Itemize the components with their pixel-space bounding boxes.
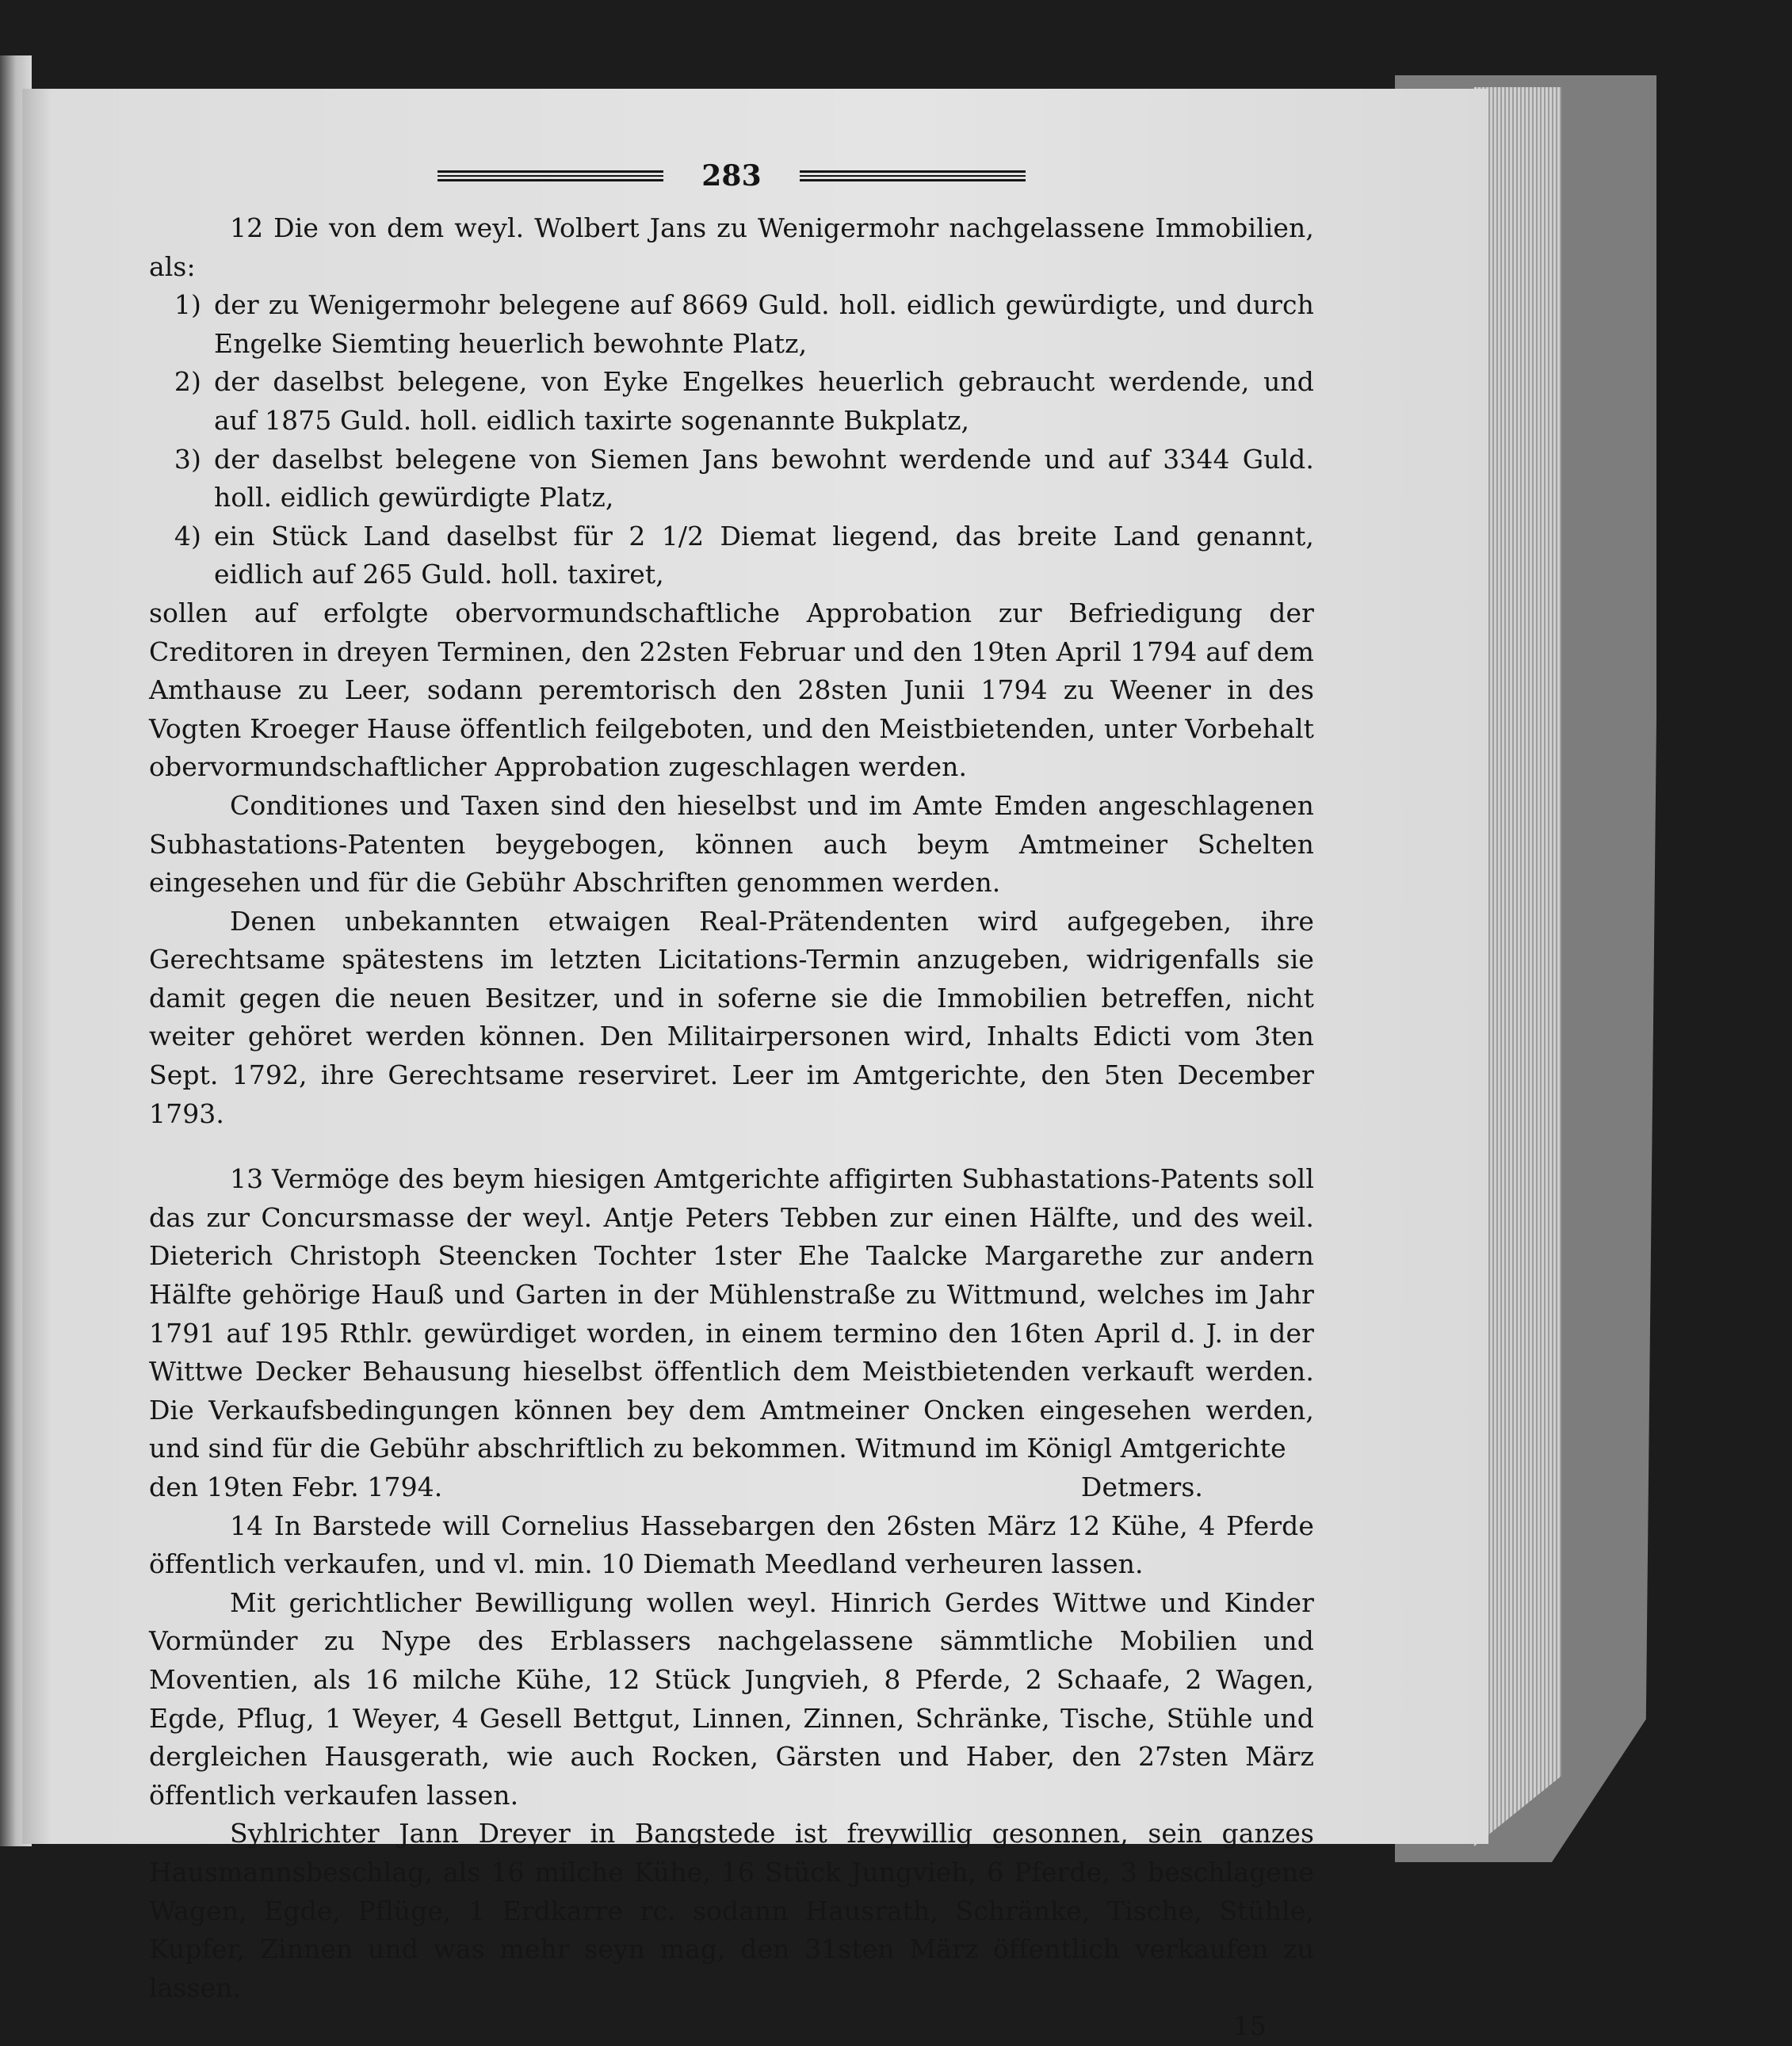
list-item-text: der daselbst belegene, von Eyke Engelkes heuerlich gebraucht werdende, und auf 1875 Guld. holl. eidlich taxirte sogenannte Bukplatz, <box>214 366 1314 436</box>
page-number: 283 <box>701 158 762 193</box>
list-item-number: 2) <box>174 366 201 398</box>
notice-14-auction: Mit gerichtlicher Bewilligung wollen weyl. Hinrich Gerdes Wittwe und Kinder Vormünder zu Nype des Erblassers nachgelassene sämmtliche Mobilien und Moventien, als 16 milche Kühe, 12 Stück Jungvieh, 8 Pferde, 2 Schaafe, 2 Wagen, Egde, Pflug, 1 Weyer, 4 Gesell Bettgut, Linnen, Zinnen, Schränke, Tische, Stühle und dergleichen Hausgerath, wie auch Rocken, Gärsten und Haber, den 27sten März öffentlich verkaufen lassen. <box>149 1586 1314 1811</box>
notice-12-conditions: Conditiones und Taxen sind den hieselbst und im Amte Emden angeschlagenen Subhastations-Patenten beygebogen, können auch beym Amtmeiner Schelten eingesehen und für die Gebühr Abschriften genommen werden. <box>149 789 1314 899</box>
notice-13-date: den 19ten Febr. 1794. <box>149 1472 443 1502</box>
list-item-text: der zu Wenigermohr belegene auf 8669 Guld. holl. eidlich gewürdigte, und durch Engelke Siemting heuerlich bewohnte Platz, <box>214 289 1314 359</box>
book-page <box>22 89 1488 2042</box>
notice-13-text: 13 Vermöge des beym hiesigen Amtgerichte affigirten Subhastations-Patents soll das zur Concursmasse der weyl. Antje Peters Tebben zur einen Hälfte, und des weil. Dieterich Christoph Steencken Tochter 1ster Ehe Taalcke Margarethe zur andern Hälfte gehörige Hauß und Garten in der Mühlenstraße zu Wittmund, welches im Jahr 1791 auf 195 Rthlr. gewürdiget worden, in einem termino den 16ten April d. J. in der Wittwe Decker Behausung hieselbst öffentlich dem Meistbietenden verkauft werden. Die Verkaufsbedingungen können bey dem Amtmeiner Oncken eingesehen werden, und sind für die Gebühr abschriftlich zu bekommen. Witmund im Königl Amtgerichte <box>149 1163 1314 1464</box>
notice-12-intro: 12 Die von dem weyl. Wolbert Jans zu Wenigermohr nachgelassene Immobilien, als: <box>149 212 1314 282</box>
list-item-text: ein Stück Land daselbst für 2 1/2 Diemat liegend, das breite Land genannt, eidlich auf 265 Guld. holl. taxiret, <box>214 520 1314 590</box>
notice-12-body: sollen auf erfolgte obervormundschaftliche Approbation zur Befriedigung der Creditoren in dreyen Terminen, den 22sten Februar und den 19ten April 1794 auf dem Amthause zu Leer, sodann peremtorisch den 28sten Junii 1794 zu Weener in des Vogten Kroeger Hause öffentlich feilgeboten, und den Meistbietenden, unter Vorbehalt obervormundschaftlicher Approbation zugeschlagen werden. <box>149 597 1314 783</box>
header-rule-left <box>437 170 663 181</box>
notice-14-text: 14 In Barstede will Cornelius Hassebargen den 26sten März 12 Kühe, 4 Pferde öffentlich verkaufen, und vl. min. 10 Diemath Meedland verheuren lassen. <box>149 1510 1314 1580</box>
notice-13-signature-line <box>149 1468 1314 1507</box>
list-item-number: 4) <box>174 520 201 552</box>
list-item-number: 3) <box>174 443 201 475</box>
list-item <box>149 441 1314 517</box>
list-item-number: 1) <box>174 289 201 321</box>
header-rule-right <box>800 170 1026 181</box>
list-item-text: der daselbst belegene von Siemen Jans bewohnt werdende und auf 3344 Guld. holl. eidlich gewürdigte Platz, <box>214 443 1314 513</box>
page-content <box>149 152 1314 2046</box>
notice-12-claims: Denen unbekannten etwaigen Real-Prätendenten wird aufgegeben, ihre Gerechtsame spätestens im letzten Licitations-Termin anzugeben, widrigenfalls sie damit gegen die neuen Besitzer, und in soferne sie die Immobilien betreffen, nicht weiter gehöret werden können. Den Militairpersonen wird, Inhalts Edicti vom 3ten Sept. 1792, ihre Gerechtsame reserviret. Leer im Amtgerichte, den 5ten December 1793. <box>149 905 1314 1129</box>
notice-13-signer: Detmers. <box>1080 1472 1203 1502</box>
list-item <box>149 363 1314 440</box>
list-item <box>149 517 1314 594</box>
page-header <box>149 152 1314 200</box>
list-item <box>149 286 1314 363</box>
catchword: 15 <box>1232 2010 1267 2042</box>
notice-14-sale: Syhlrichter Jann Dreyer in Bangstede ist freywillig gesonnen, sein ganzes Hausmannsbeschlag, als 16 milche Kühe, 16 Stück Jungvieh, 6 Pferde, 3 beschlagene Wagen, Egde, Pflüge, 1 Erdkarre rc. sodann Hausrath, Schränke, Tische, Stühle, Kupfer, Zinnen und was mehr seyn mag, den 31sten März öffentlich verkaufen zu lassen. <box>149 1818 1314 2003</box>
